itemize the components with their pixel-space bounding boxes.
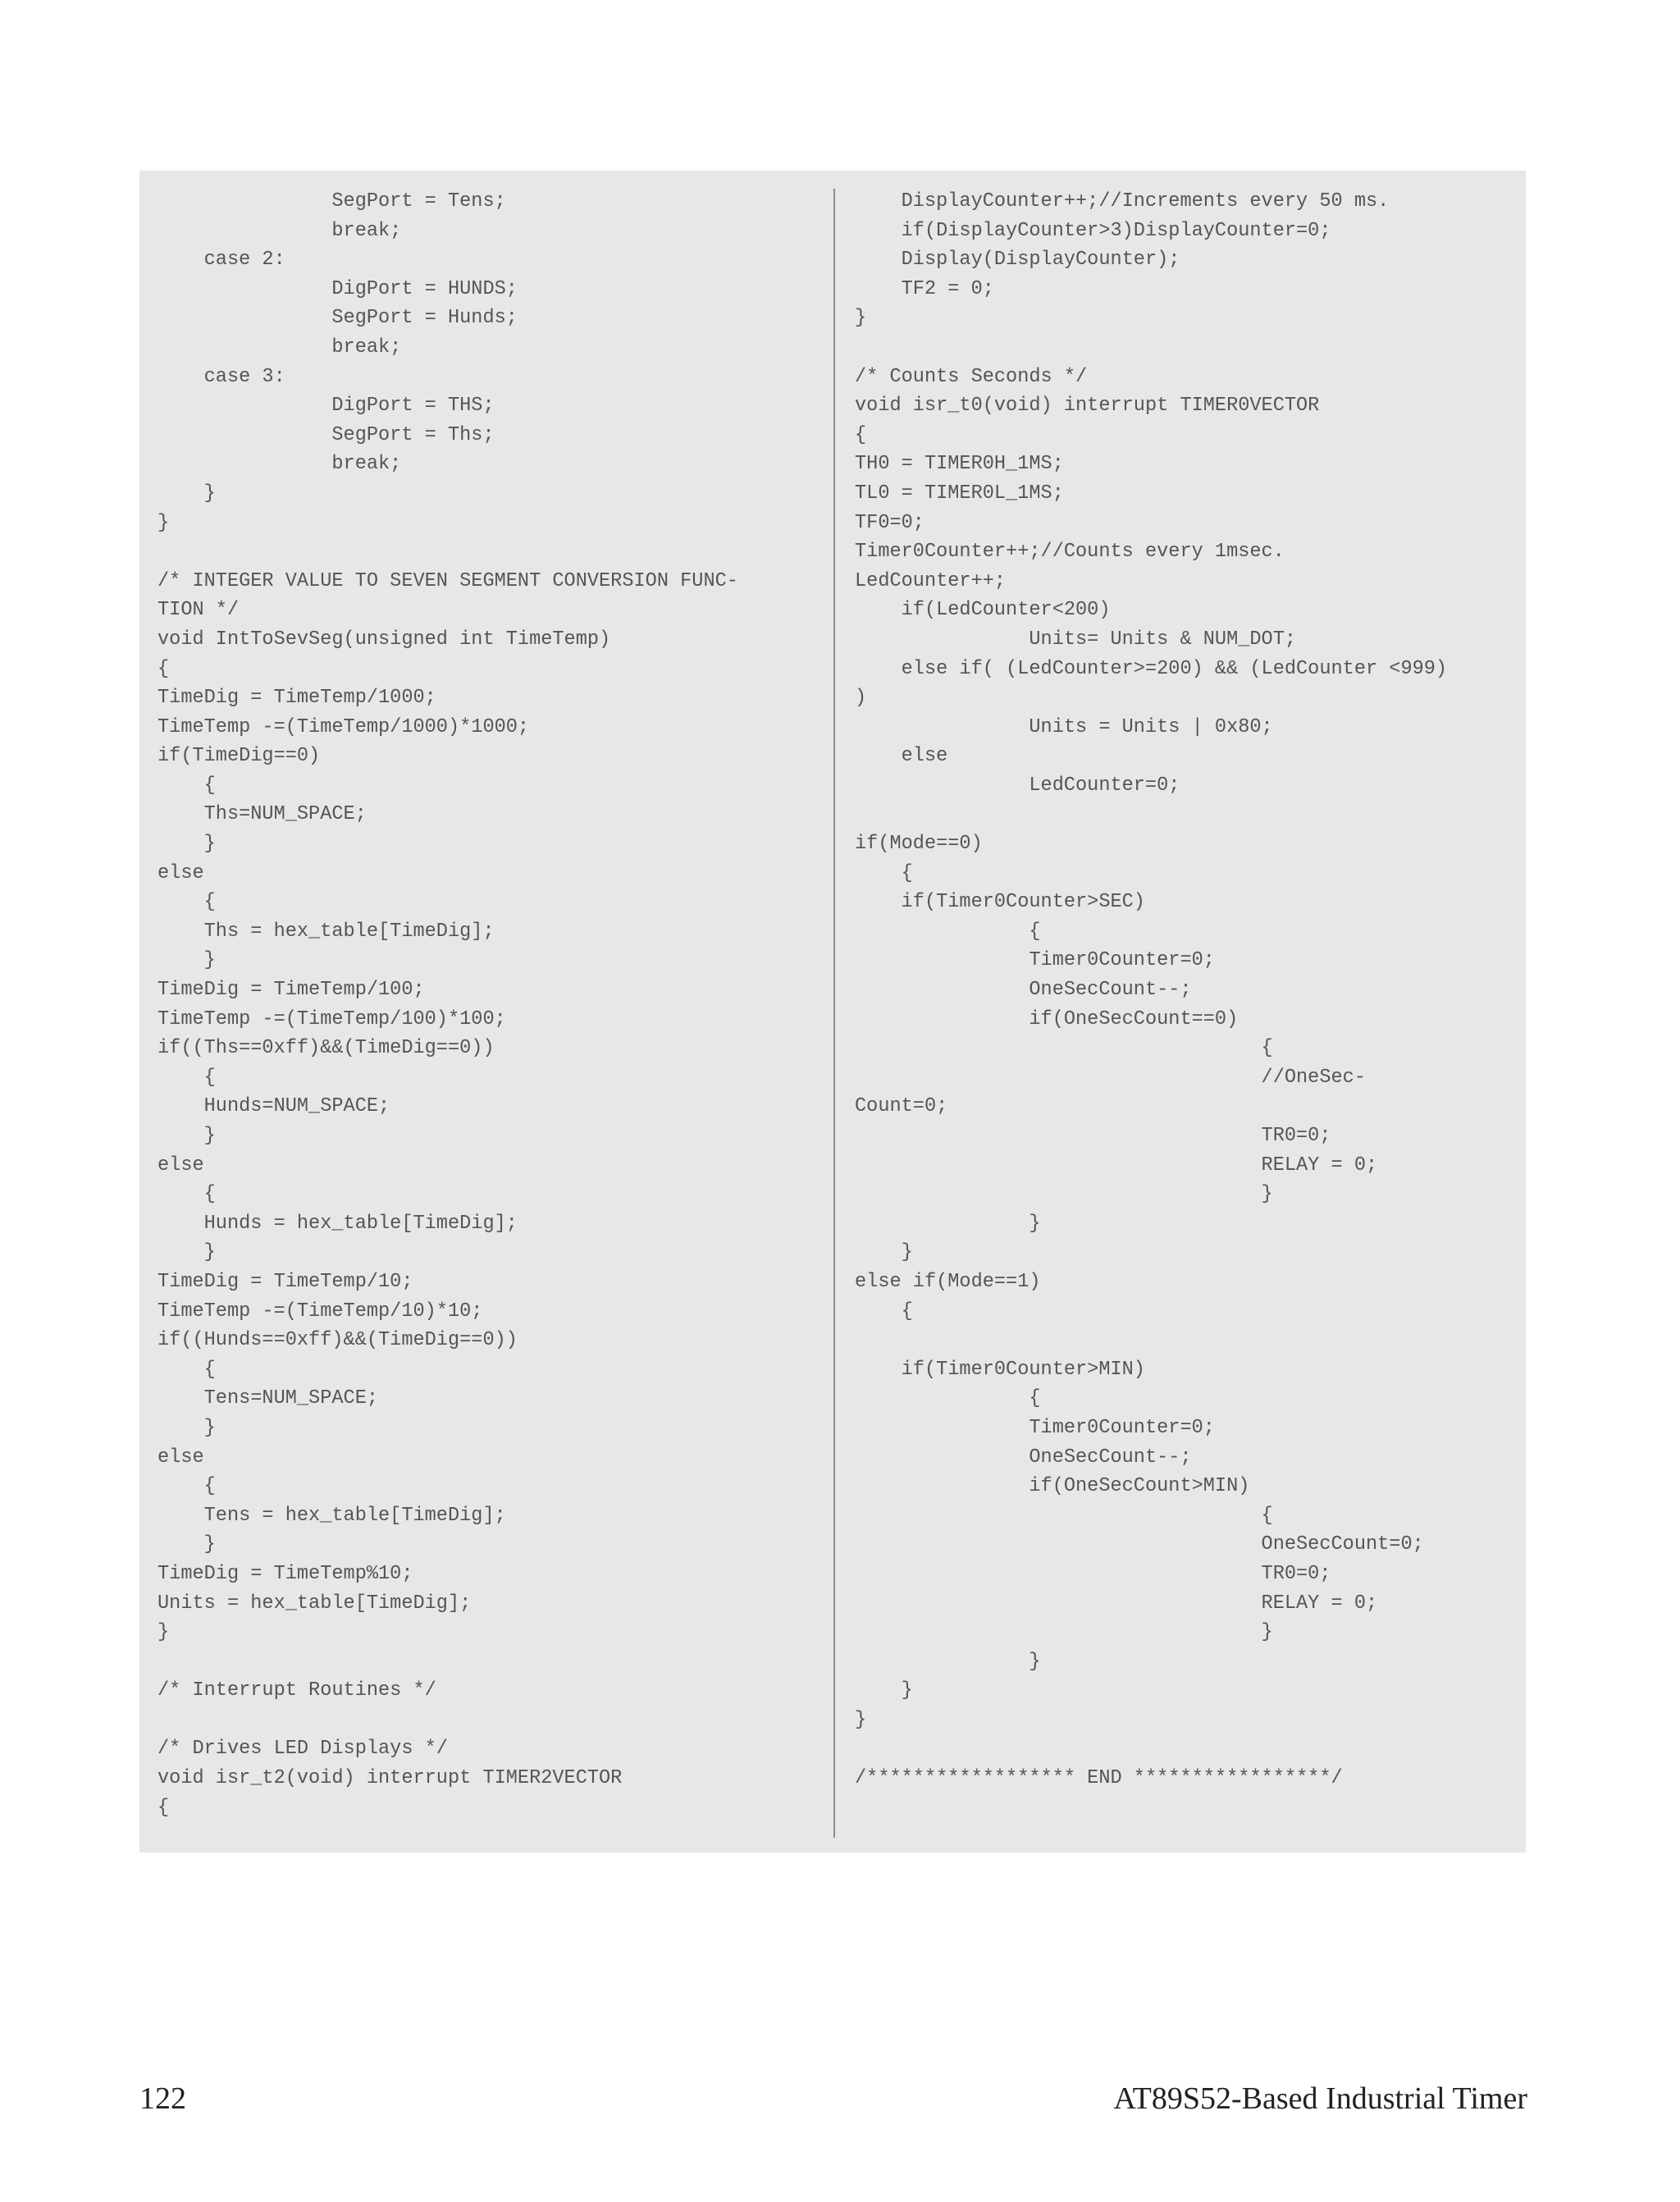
code-line: /****************** END *****************/: [855, 1767, 1343, 1790]
code-line: {: [158, 657, 170, 680]
code-line: if(OneSecCount>MIN): [855, 1475, 1250, 1498]
code-line: break;: [158, 336, 402, 359]
code-line: if(Mode==0): [855, 833, 983, 856]
code-line: {: [855, 1300, 913, 1323]
code-line: SegPort = Ths;: [158, 423, 495, 446]
code-line: Tens = hex_table[TimeDig];: [158, 1504, 506, 1527]
code-line: TimeTemp -=(TimeTemp/10)*10;: [158, 1300, 483, 1323]
code-line: }: [855, 1241, 913, 1264]
code-line: [855, 333, 1447, 363]
code-line: Units= Units & NUM_DOT;: [855, 628, 1297, 651]
code-line: {: [158, 1475, 216, 1498]
code-line: DigPort = THS;: [158, 395, 495, 418]
code-line: TimeDig = TimeTemp/1000;: [158, 687, 436, 710]
code-line: }: [158, 1241, 216, 1264]
code-line: }: [158, 833, 216, 856]
code-line: /* INTEGER VALUE TO SEVEN SEGMENT CONVERSION FUNC-: [158, 569, 738, 592]
code-line: if(OneSecCount==0): [855, 1007, 1239, 1030]
code-line: }: [855, 1212, 1041, 1235]
code-line: [158, 1706, 738, 1735]
code-line: else: [158, 1154, 204, 1176]
code-line: TH0 = TIMER0H_1MS;: [855, 453, 1064, 476]
code-line: RELAY = 0;: [855, 1154, 1378, 1176]
code-line: {: [158, 1796, 170, 1819]
code-line: Tens=NUM_SPACE;: [158, 1387, 379, 1410]
running-footer-title: AT89S52-Based Industrial Timer: [1113, 2081, 1527, 2116]
code-listing-box: [139, 171, 1526, 1853]
code-line: else: [855, 745, 948, 768]
code-line: TimeDig = TimeTemp%10;: [158, 1562, 413, 1585]
code-line: void isr_t0(void) interrupt TIMER0VECTOR: [855, 395, 1320, 418]
code-line: Ths = hex_table[TimeDig];: [158, 920, 495, 943]
code-line: LedCounter=0;: [855, 774, 1180, 797]
code-line: ): [855, 687, 867, 710]
code-line: {: [158, 1066, 216, 1089]
code-line: {: [158, 1358, 216, 1381]
code-line: {: [158, 1183, 216, 1206]
code-line: }: [158, 949, 216, 972]
code-line: void IntToSevSeg(unsigned int TimeTemp): [158, 628, 611, 651]
code-line: LedCounter++;: [855, 569, 1007, 592]
code-line: if(DisplayCounter>3)DisplayCounter=0;: [855, 219, 1331, 242]
code-line: //OneSec-: [855, 1066, 1366, 1089]
code-line: TimeTemp -=(TimeTemp/100)*100;: [158, 1007, 506, 1030]
code-line: DisplayCounter++;//Increments every 50 ms.: [855, 190, 1390, 212]
code-line: break;: [158, 219, 402, 242]
code-line: TR0=0;: [855, 1562, 1331, 1585]
code-line: OneSecCount--;: [855, 1446, 1192, 1469]
code-line: Count=0;: [855, 1095, 948, 1118]
code-line: if((Hunds==0xff)&&(TimeDig==0)): [158, 1329, 518, 1352]
code-line: SegPort = Tens;: [158, 190, 506, 212]
page-number: 122: [139, 2081, 186, 2116]
code-line: /* Interrupt Routines */: [158, 1679, 436, 1702]
code-line: }: [855, 1621, 1273, 1644]
code-line: /* Drives LED Displays */: [158, 1738, 448, 1761]
code-line: }: [855, 1183, 1273, 1206]
code-line: TimeDig = TimeTemp/10;: [158, 1270, 413, 1293]
code-line: [855, 800, 1447, 829]
code-line: {: [855, 1504, 1273, 1527]
code-line: break;: [158, 453, 402, 476]
code-line: TF0=0;: [855, 511, 924, 534]
code-line: else: [158, 1446, 204, 1469]
code-line: TION */: [158, 599, 240, 622]
code-line: }: [158, 511, 170, 534]
code-line: }: [158, 1621, 170, 1644]
code-column-left: [158, 187, 738, 1822]
code-line: {: [158, 774, 216, 797]
code-line: else: [158, 861, 204, 884]
code-line: case 3:: [158, 365, 285, 388]
code-line: }: [855, 1708, 867, 1731]
code-line: TR0=0;: [855, 1125, 1331, 1147]
code-line: TimeDig = TimeTemp/100;: [158, 979, 425, 1002]
code-line: }: [855, 307, 867, 330]
code-line: Timer0Counter=0;: [855, 1416, 1215, 1439]
code-line: }: [855, 1650, 1041, 1673]
code-line: if(Timer0Counter>SEC): [855, 891, 1145, 914]
code-line: [158, 537, 738, 567]
code-line: TL0 = TIMER0L_1MS;: [855, 482, 1064, 505]
code-line: {: [855, 1037, 1273, 1060]
code-line: Units = hex_table[TimeDig];: [158, 1592, 472, 1615]
code-line: {: [855, 861, 913, 884]
code-line: }: [158, 482, 216, 505]
code-column-right: [855, 187, 1447, 1793]
code-line: Timer0Counter++;//Counts every 1msec.: [855, 541, 1285, 564]
code-line: Hunds = hex_table[TimeDig];: [158, 1212, 518, 1235]
code-line: RELAY = 0;: [855, 1592, 1378, 1615]
code-line: OneSecCount--;: [855, 979, 1192, 1002]
code-line: }: [158, 1125, 216, 1147]
code-line: case 2:: [158, 249, 285, 272]
code-line: TF2 = 0;: [855, 277, 994, 300]
code-line: [158, 1647, 738, 1677]
code-line: if((Ths==0xff)&&(TimeDig==0)): [158, 1037, 495, 1060]
code-line: }: [855, 1679, 913, 1702]
code-line: [855, 1326, 1447, 1355]
code-line: else if(Mode==1): [855, 1270, 1041, 1293]
code-line: OneSecCount=0;: [855, 1533, 1424, 1556]
code-line: Hunds=NUM_SPACE;: [158, 1095, 390, 1118]
column-divider: [833, 189, 835, 1838]
code-line: {: [855, 1387, 1041, 1410]
code-line: TimeTemp -=(TimeTemp/1000)*1000;: [158, 715, 530, 738]
code-line: }: [158, 1416, 216, 1439]
code-line: Ths=NUM_SPACE;: [158, 803, 367, 826]
code-line: {: [855, 920, 1041, 943]
code-line: if(TimeDig==0): [158, 745, 321, 768]
code-line: void isr_t2(void) interrupt TIMER2VECTOR: [158, 1767, 623, 1790]
code-line: {: [855, 423, 867, 446]
code-line: }: [158, 1533, 216, 1556]
code-line: DigPort = HUNDS;: [158, 277, 518, 300]
code-line: Display(DisplayCounter);: [855, 249, 1180, 272]
code-line: Units = Units | 0x80;: [855, 715, 1273, 738]
code-line: SegPort = Hunds;: [158, 307, 518, 330]
code-line: if(Timer0Counter>MIN): [855, 1358, 1145, 1381]
code-line: else if( (LedCounter>=200) && (LedCounter <999): [855, 657, 1448, 680]
code-line: {: [158, 891, 216, 914]
code-line: [855, 1734, 1447, 1764]
code-line: if(LedCounter<200): [855, 599, 1111, 622]
code-line: Timer0Counter=0;: [855, 949, 1215, 972]
code-line: /* Counts Seconds */: [855, 365, 1088, 388]
